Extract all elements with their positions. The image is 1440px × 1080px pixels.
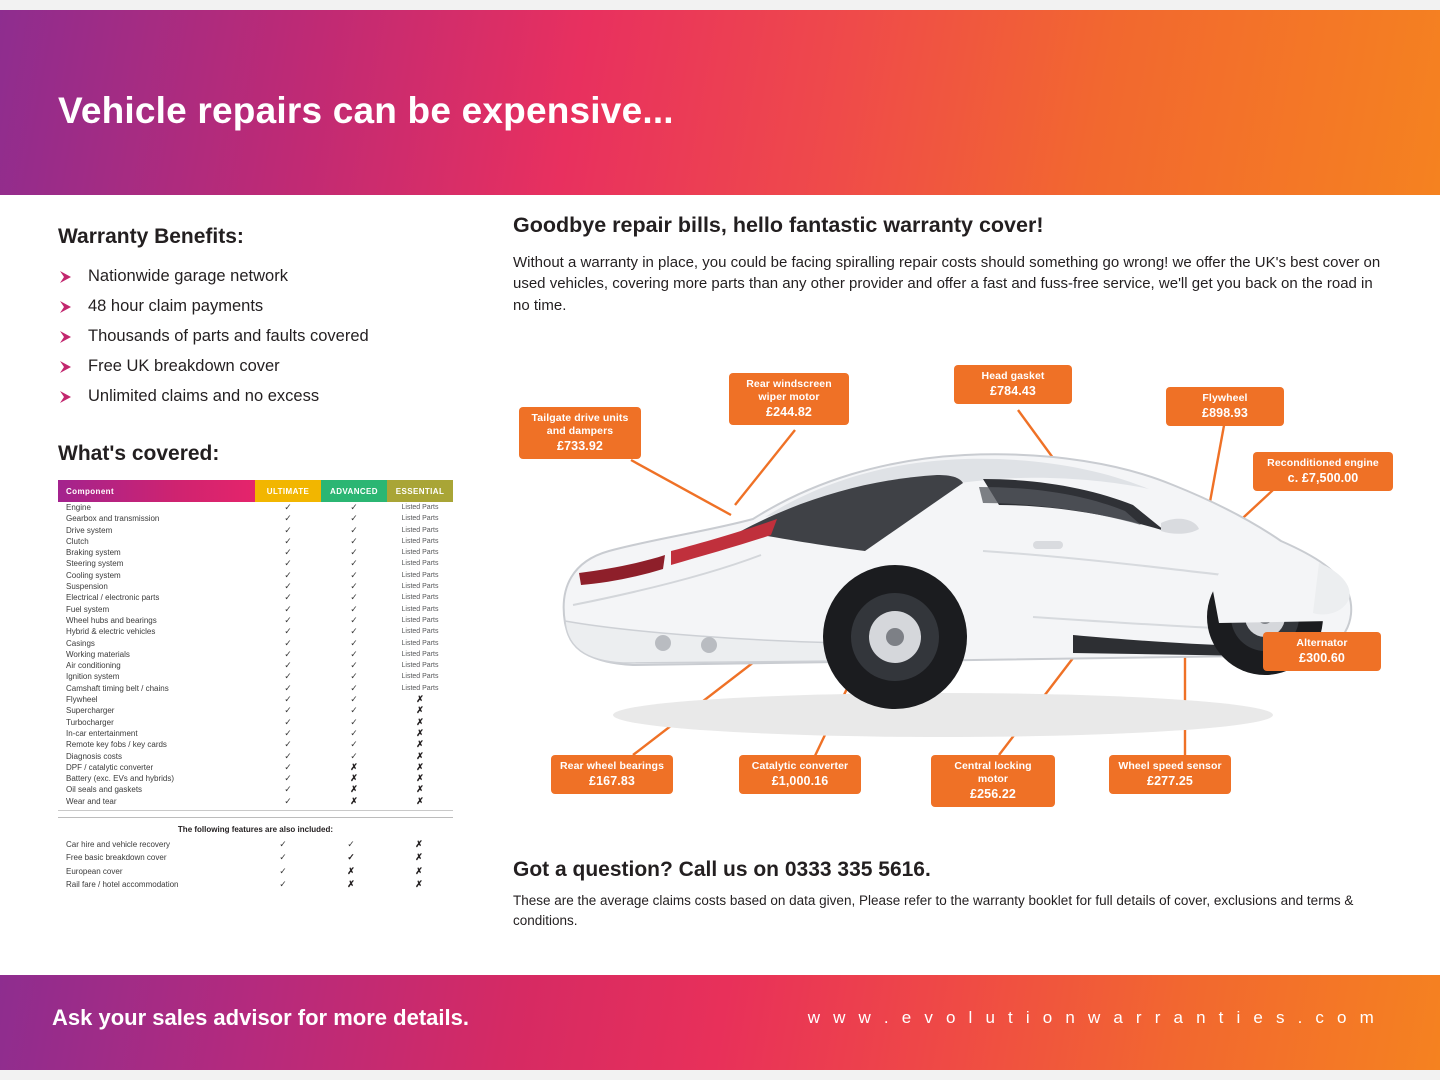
cell-essential: Listed Parts xyxy=(401,526,439,534)
callout-label: Reconditioned engine xyxy=(1267,457,1379,469)
cell-ultimate: ✓ xyxy=(284,682,292,693)
coverage-table-wrapper xyxy=(58,480,478,807)
row-label: Engine xyxy=(66,503,91,512)
page-footer xyxy=(0,975,1440,1070)
row-label: Wheel hubs and bearings xyxy=(66,615,157,625)
table-row xyxy=(58,502,453,513)
chevron-right-icon xyxy=(58,268,76,286)
cell-advanced: ✓ xyxy=(350,716,358,727)
callout-flywheel xyxy=(1166,387,1284,426)
callout-label: Tailgate drive units and dampers xyxy=(531,412,629,437)
benefit-label: Free UK breakdown cover xyxy=(88,357,280,375)
cell-advanced: ✓ xyxy=(350,614,358,625)
row-label: Working materials xyxy=(66,649,130,659)
cell-essential: ✗ xyxy=(416,773,424,784)
cell-advanced: ✓ xyxy=(347,839,355,850)
cell-advanced: ✓ xyxy=(350,648,358,659)
cell-essential: Listed Parts xyxy=(401,549,439,557)
cell-ultimate: ✓ xyxy=(284,660,292,671)
table-row xyxy=(58,570,453,581)
contact-block xyxy=(513,858,1393,930)
cell-essential: ✗ xyxy=(415,878,423,889)
callout-tailgate-drive-units xyxy=(519,407,641,459)
callout-label: Catalytic converter xyxy=(751,760,849,772)
row-label: Air conditioning xyxy=(66,661,121,671)
cell-ultimate: ✓ xyxy=(284,603,292,614)
cell-advanced: ✓ xyxy=(350,671,358,682)
cell-advanced: ✓ xyxy=(350,750,358,761)
warranty-benefits-heading: Warranty Benefits: xyxy=(58,225,244,248)
row-label: European cover xyxy=(66,866,123,876)
cell-ultimate: ✓ xyxy=(284,761,292,772)
row-label: Steering system xyxy=(66,559,124,569)
footer-cta: Ask your sales advisor for more details. xyxy=(52,1005,469,1030)
col-ultimate: ULTIMATE xyxy=(255,480,321,502)
table-row xyxy=(58,626,453,637)
cell-ultimate: ✓ xyxy=(284,795,292,806)
benefit-item xyxy=(58,267,478,286)
row-label: Oil seals and gaskets xyxy=(66,785,143,795)
cell-advanced: ✓ xyxy=(350,502,358,512)
cell-ultimate: ✓ xyxy=(284,626,292,637)
table-row xyxy=(58,838,453,851)
callout-label: Wheel speed sensor xyxy=(1118,760,1222,772)
cell-ultimate: ✓ xyxy=(284,581,292,592)
cell-essential: Listed Parts xyxy=(401,537,439,545)
callout-label: Head gasket xyxy=(981,370,1045,382)
cell-essential: ✗ xyxy=(416,750,424,761)
callout-amount: £277.25 xyxy=(1147,773,1193,788)
benefit-item xyxy=(58,297,478,316)
left-column xyxy=(58,225,478,891)
table-row xyxy=(58,581,453,592)
col-advanced: ADVANCED xyxy=(321,480,387,502)
cell-essential: Listed Parts xyxy=(401,650,439,658)
cell-ultimate: ✓ xyxy=(284,648,292,659)
row-label: DPF / catalytic converter xyxy=(66,762,154,772)
chevron-right-icon xyxy=(58,358,76,376)
callout-amount: £784.43 xyxy=(990,383,1036,398)
cell-advanced: ✓ xyxy=(350,581,358,592)
row-label: Battery (exc. EVs and hybrids) xyxy=(66,774,175,784)
table-row xyxy=(58,796,453,807)
cell-essential: Listed Parts xyxy=(401,594,439,602)
benefit-label: 48 hour claim payments xyxy=(88,297,264,315)
cell-essential: Listed Parts xyxy=(401,605,439,613)
cell-ultimate: ✓ xyxy=(284,535,292,546)
cell-advanced: ✓ xyxy=(350,513,358,524)
callout-central-locking-motor xyxy=(931,755,1055,807)
row-label: Diagnosis costs xyxy=(66,751,123,761)
table-row xyxy=(58,683,453,694)
cell-advanced: ✓ xyxy=(350,727,358,738)
row-label: Remote key fobs / key cards xyxy=(66,740,167,750)
row-label: Free basic breakdown cover xyxy=(66,853,167,863)
cell-ultimate: ✓ xyxy=(284,694,292,705)
callout-amount: c. £7,500.00 xyxy=(1287,470,1359,485)
cell-advanced: ✓ xyxy=(350,603,358,614)
table-header-row xyxy=(58,480,453,502)
coverage-table xyxy=(58,480,453,807)
row-label: Wear and tear xyxy=(66,796,117,806)
cell-ultimate: ✓ xyxy=(284,592,292,603)
table-row xyxy=(58,547,453,558)
callout-amount: £1,000.16 xyxy=(771,773,829,788)
table-row xyxy=(58,705,453,716)
callout-amount: £167.83 xyxy=(589,773,635,788)
callout-amount: £300.60 xyxy=(1299,650,1345,665)
benefit-item xyxy=(58,327,478,346)
cell-essential: ✗ xyxy=(416,739,424,750)
table-row xyxy=(58,649,453,660)
cell-essential: ✗ xyxy=(415,865,423,876)
benefit-label: Thousands of parts and faults covered xyxy=(88,327,369,345)
row-label: Camshaft timing belt / chains xyxy=(66,683,169,693)
cell-essential: Listed Parts xyxy=(401,673,439,681)
cell-essential: Listed Parts xyxy=(401,639,439,647)
cell-ultimate: ✓ xyxy=(284,773,292,784)
row-label: Clutch xyxy=(66,536,89,546)
callout-amount: £733.92 xyxy=(557,438,603,453)
cell-ultimate: ✓ xyxy=(284,637,292,648)
disclaimer-text: These are the average claims costs based on data given, Please refer to the warranty booklet for full details of cover, exclusions and terms & conditions. xyxy=(513,893,1354,928)
cell-ultimate: ✓ xyxy=(284,739,292,750)
table-footnote: The following features are also included: xyxy=(58,817,453,834)
callout-label: Rear wheel bearings xyxy=(559,760,665,772)
right-column xyxy=(513,213,1393,316)
row-label: Hybrid & electric vehicles xyxy=(66,627,156,637)
row-label: Ignition system xyxy=(66,672,120,682)
benefit-item xyxy=(58,357,478,376)
cell-ultimate: ✓ xyxy=(284,513,292,524)
chevron-right-icon xyxy=(58,298,76,316)
cell-essential: Listed Parts xyxy=(401,515,439,523)
cell-essential: Listed Parts xyxy=(401,662,439,670)
benefit-label: Unlimited claims and no excess xyxy=(88,387,320,405)
col-component: Component xyxy=(58,480,255,502)
row-label: Turbocharger xyxy=(66,717,114,727)
table-row xyxy=(58,728,453,739)
callout-alternator xyxy=(1263,632,1381,671)
cell-essential: ✗ xyxy=(416,784,424,795)
table-row xyxy=(58,592,453,603)
cell-essential: ✗ xyxy=(416,795,424,806)
table-row xyxy=(58,513,453,524)
callout-catalytic-converter xyxy=(739,755,861,794)
callout-label: Flywheel xyxy=(1202,392,1248,404)
cell-ultimate: ✓ xyxy=(279,852,287,863)
table-row xyxy=(58,865,453,878)
cell-advanced: ✓ xyxy=(350,660,358,671)
cell-ultimate: ✓ xyxy=(284,727,292,738)
page-header xyxy=(0,10,1440,195)
table-row xyxy=(58,604,453,615)
question-heading: Got a question? Call us on 0333 335 5616. xyxy=(513,858,931,881)
cell-advanced: ✓ xyxy=(350,626,358,637)
cell-essential: ✗ xyxy=(416,694,424,705)
cell-ultimate: ✓ xyxy=(284,750,292,761)
cell-advanced: ✗ xyxy=(347,865,355,876)
cell-essential: ✗ xyxy=(416,705,424,716)
goodbye-heading: Goodbye repair bills, hello fantastic warranty cover! xyxy=(513,213,1044,237)
row-label: Braking system xyxy=(66,548,121,558)
cell-ultimate: ✓ xyxy=(284,614,292,625)
cell-advanced: ✓ xyxy=(350,592,358,603)
whats-covered-heading: What's covered: xyxy=(58,442,220,465)
callout-amount: £898.93 xyxy=(1202,405,1248,420)
cell-essential: ✗ xyxy=(416,716,424,727)
table-row xyxy=(58,525,453,536)
table-row xyxy=(58,660,453,671)
callout-rear-windscreen-wiper-motor xyxy=(729,373,849,425)
table-row xyxy=(58,558,453,569)
cell-essential: Listed Parts xyxy=(401,560,439,568)
extra-features-table xyxy=(58,838,453,891)
callout-label: Alternator xyxy=(1296,637,1348,649)
cell-ultimate: ✓ xyxy=(284,671,292,682)
cell-advanced: ✗ xyxy=(350,773,358,784)
cell-ultimate: ✓ xyxy=(284,547,292,558)
row-label: Suspension xyxy=(66,582,108,592)
cell-advanced: ✗ xyxy=(347,878,355,889)
cell-ultimate: ✓ xyxy=(279,865,287,876)
callout-reconditioned-engine xyxy=(1253,452,1393,491)
cell-essential: Listed Parts xyxy=(401,616,439,624)
cell-advanced: ✗ xyxy=(350,761,358,772)
row-label: Gearbox and transmission xyxy=(66,514,160,524)
table-row xyxy=(58,671,453,682)
row-label: Electrical / electronic parts xyxy=(66,593,160,603)
cell-advanced: ✓ xyxy=(350,694,358,705)
row-label: Supercharger xyxy=(66,706,115,716)
cell-advanced: ✓ xyxy=(350,682,358,693)
row-label: Drive system xyxy=(66,525,113,535)
cell-essential: Listed Parts xyxy=(401,684,439,692)
chevron-right-icon xyxy=(58,388,76,406)
callout-amount: £244.82 xyxy=(766,404,812,419)
page-title: Vehicle repairs can be expensive... xyxy=(58,90,674,131)
callout-label: Rear windscreen wiper motor xyxy=(746,378,832,403)
cell-advanced: ✓ xyxy=(350,739,358,750)
row-label: In-car entertainment xyxy=(66,728,138,738)
cell-advanced: ✓ xyxy=(347,852,355,863)
cell-ultimate: ✓ xyxy=(279,878,287,889)
cell-ultimate: ✓ xyxy=(284,524,292,535)
cell-advanced: ✓ xyxy=(350,705,358,716)
cell-ultimate: ✓ xyxy=(284,784,292,795)
cell-essential: Listed Parts xyxy=(401,583,439,591)
intro-paragraph: Without a warranty in place, you could be facing spiralling repair costs should something go wrong! we offer the UK's best cover on used vehicles, covering more parts than any other provider and offer a fast and fuss-free service, we'll get you back on the road in no time. xyxy=(513,254,1381,314)
cell-advanced: ✓ xyxy=(350,547,358,558)
car-diagram xyxy=(513,355,1403,835)
cell-advanced: ✓ xyxy=(350,637,358,648)
table-row xyxy=(58,694,453,705)
cell-advanced: ✓ xyxy=(350,569,358,580)
callout-amount: £256.22 xyxy=(970,786,1016,801)
cell-ultimate: ✓ xyxy=(284,705,292,716)
cell-ultimate: ✓ xyxy=(284,558,292,569)
callout-rear-wheel-bearings xyxy=(551,755,673,794)
table-row xyxy=(58,773,453,784)
row-label: Cooling system xyxy=(66,570,121,580)
row-label: Car hire and vehicle recovery xyxy=(66,840,171,850)
cell-advanced: ✗ xyxy=(350,795,358,806)
table-row xyxy=(58,762,453,773)
benefit-item xyxy=(58,387,478,406)
chevron-right-icon xyxy=(58,328,76,346)
cell-ultimate: ✓ xyxy=(279,839,287,850)
row-label: Flywheel xyxy=(66,695,98,705)
cell-ultimate: ✓ xyxy=(284,716,292,727)
footer-website: w w w . e v o l u t i o n w a r r a n t i e s . c o m xyxy=(807,1008,1378,1027)
benefit-label: Nationwide garage network xyxy=(88,267,288,285)
callout-head-gasket xyxy=(954,365,1072,404)
cell-essential: ✗ xyxy=(416,727,424,738)
callout-label: Central locking motor xyxy=(954,760,1032,785)
cell-essential: Listed Parts xyxy=(401,504,439,511)
row-label: Rail fare / hotel accommodation xyxy=(66,879,179,889)
cell-essential: ✗ xyxy=(415,852,423,863)
row-label: Fuel system xyxy=(66,604,110,614)
cell-essential: Listed Parts xyxy=(401,628,439,636)
cell-advanced: ✗ xyxy=(350,784,358,795)
callout-wheel-speed-sensor xyxy=(1109,755,1231,794)
table-row xyxy=(58,851,453,864)
cell-ultimate: ✓ xyxy=(284,569,292,580)
table-row xyxy=(58,717,453,728)
cell-essential: ✗ xyxy=(416,761,424,772)
table-row xyxy=(58,638,453,649)
table-row xyxy=(58,751,453,762)
table-row xyxy=(58,739,453,750)
row-label: Casings xyxy=(66,638,95,648)
col-essential: ESSENTIAL xyxy=(387,480,453,502)
table-row xyxy=(58,784,453,795)
cell-advanced: ✓ xyxy=(350,558,358,569)
cell-ultimate: ✓ xyxy=(284,502,292,512)
cell-advanced: ✓ xyxy=(350,535,358,546)
table-row xyxy=(58,878,453,891)
cell-essential: Listed Parts xyxy=(401,571,439,579)
table-row xyxy=(58,615,453,626)
cell-advanced: ✓ xyxy=(350,524,358,535)
table-row xyxy=(58,536,453,547)
cell-essential: ✗ xyxy=(415,839,423,850)
